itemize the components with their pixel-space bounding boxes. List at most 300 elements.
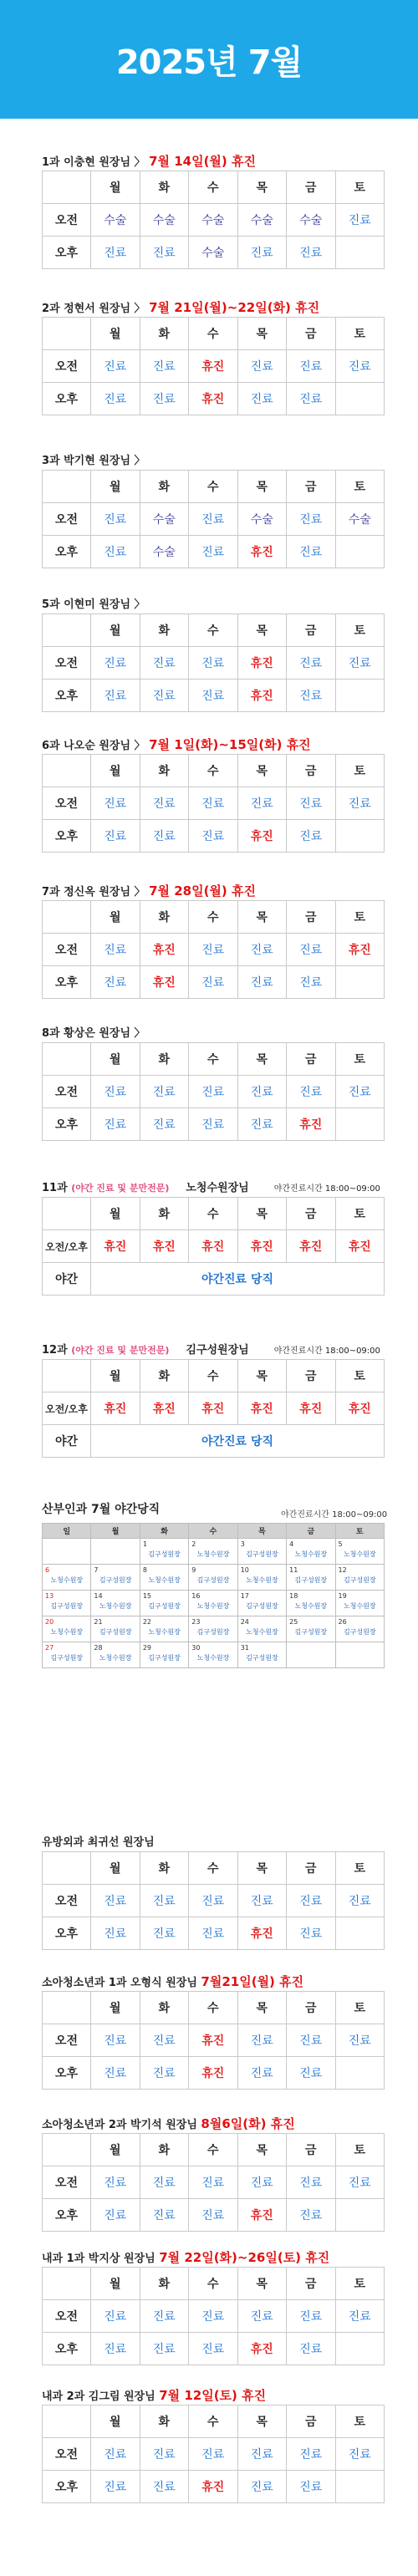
schedule-cell: 진료 bbox=[140, 2438, 189, 2471]
schedule-cell: 진료 bbox=[140, 787, 189, 820]
corner-cell bbox=[43, 1360, 91, 1392]
schedule-cell: 휴진 bbox=[237, 1392, 287, 1425]
day-header: 월 bbox=[91, 1198, 140, 1230]
doctor-name: 소아청소년과 1과 오형식 원장님 bbox=[42, 1977, 197, 1989]
schedule-cell: 진료 bbox=[91, 2438, 140, 2471]
table-row bbox=[43, 1392, 385, 1425]
corner-cell bbox=[43, 2134, 91, 2166]
calendar-day-cell bbox=[335, 1565, 384, 1591]
schedule-cell: 진료 bbox=[91, 503, 140, 536]
day-header: 금 bbox=[287, 171, 336, 204]
table-row bbox=[43, 2471, 385, 2503]
schedule-cell: 휴진 bbox=[335, 1392, 385, 1425]
schedule-cell: 진료 bbox=[287, 1917, 336, 1950]
calendar-day-cell bbox=[287, 1591, 335, 1616]
calendar-week-row bbox=[43, 1616, 385, 1642]
schedule-table bbox=[42, 317, 385, 415]
doctor-name: 1과 이충현 원장님 〉 bbox=[42, 156, 145, 169]
section-title bbox=[42, 2115, 295, 2132]
schedule-cell: 진료 bbox=[237, 1076, 287, 1108]
day-header: 목 bbox=[237, 1992, 287, 2024]
day-number: 19 bbox=[338, 1592, 347, 1600]
schedule-cell: 진료 bbox=[335, 1885, 385, 1917]
schedule-cell: 휴진 bbox=[189, 2057, 238, 2090]
table-row bbox=[43, 647, 385, 680]
day-header: 월 bbox=[91, 755, 140, 787]
period-label: 오전/오후 bbox=[43, 1230, 91, 1263]
section-title bbox=[42, 152, 256, 170]
schedule-cell: 진료 bbox=[91, 966, 140, 999]
day-header: 토 bbox=[335, 471, 385, 503]
table-row bbox=[43, 680, 385, 712]
table-header-row bbox=[43, 1852, 385, 1885]
doctor-name: 유방외과 최귀선 원장님 bbox=[42, 1836, 155, 1849]
table-row bbox=[43, 2057, 385, 2090]
corner-cell bbox=[43, 1198, 91, 1230]
period-label: 오전 bbox=[43, 2300, 91, 2333]
schedule-cell: 진료 bbox=[91, 2300, 140, 2333]
table-row bbox=[43, 2300, 385, 2333]
schedule-cell: 진료 bbox=[91, 647, 140, 680]
schedule-cell: 진료 bbox=[140, 350, 189, 383]
weekday-header: 목 bbox=[237, 1524, 286, 1539]
schedule-table bbox=[42, 1197, 385, 1296]
schedule-cell: 진료 bbox=[237, 1885, 287, 1917]
doctor-name: 2과 정현서 원장님 〉 bbox=[42, 303, 145, 315]
schedule-cell: 휴진 bbox=[237, 2199, 287, 2232]
period-label: 오전 bbox=[43, 787, 91, 820]
calendar-day-cell bbox=[91, 1565, 140, 1591]
day-number: 1 bbox=[142, 1540, 147, 1548]
schedule-cell: 휴진 bbox=[287, 1108, 336, 1141]
schedule-cell: 진료 bbox=[140, 383, 189, 415]
table-row bbox=[43, 2438, 385, 2471]
schedule-cell: 진료 bbox=[335, 350, 385, 383]
section-title bbox=[42, 2248, 329, 2266]
calendar-day-cell bbox=[189, 1616, 237, 1642]
day-header: 토 bbox=[335, 1198, 385, 1230]
schedule-cell: 휴진 bbox=[189, 1230, 238, 1263]
day-number: 13 bbox=[45, 1592, 54, 1600]
day-header: 월 bbox=[91, 1852, 140, 1885]
schedule-cell: 진료 bbox=[237, 966, 287, 999]
day-header: 화 bbox=[140, 1198, 189, 1230]
schedule-cell: 진료 bbox=[140, 2024, 189, 2057]
corner-cell bbox=[43, 1852, 91, 1885]
day-header: 금 bbox=[287, 901, 336, 934]
day-header: 토 bbox=[335, 318, 385, 350]
table-row bbox=[43, 1885, 385, 1917]
schedule-cell: 진료 bbox=[91, 1917, 140, 1950]
schedule-cell: 진료 bbox=[287, 2166, 336, 2199]
calendar-day-cell bbox=[287, 1539, 335, 1565]
schedule-cell: 진료 bbox=[91, 787, 140, 820]
day-header: 월 bbox=[91, 1360, 140, 1392]
schedule-table bbox=[42, 1359, 385, 1458]
schedule-table bbox=[42, 470, 385, 568]
day-number: 5 bbox=[338, 1540, 343, 1548]
table-header-row bbox=[43, 1992, 385, 2024]
duty-doctor: 김구성원장 bbox=[343, 1576, 376, 1584]
section-title bbox=[42, 2386, 266, 2404]
day-header: 화 bbox=[140, 2405, 189, 2438]
day-number: 20 bbox=[45, 1618, 54, 1626]
table-row bbox=[43, 934, 385, 966]
schedule-cell: 진료 bbox=[140, 2333, 189, 2365]
section-title bbox=[42, 1341, 380, 1357]
day-header: 화 bbox=[140, 2268, 189, 2300]
section-title bbox=[42, 298, 319, 316]
table-row bbox=[43, 237, 385, 269]
calendar-day-cell bbox=[335, 1616, 384, 1642]
schedule-cell: 진료 bbox=[287, 503, 336, 536]
duty-doctor: 김구성원장 bbox=[50, 1602, 84, 1610]
schedule-cell: 휴진 bbox=[237, 680, 287, 712]
day-number: 15 bbox=[142, 1592, 152, 1600]
schedule-cell: 진료 bbox=[335, 2024, 385, 2057]
day-header: 금 bbox=[287, 1043, 336, 1076]
schedule-cell: 휴진 bbox=[140, 1230, 189, 1263]
doctor-name: 5과 이현미 원장님 〉 bbox=[42, 598, 145, 611]
day-header: 금 bbox=[287, 614, 336, 647]
day-number: 27 bbox=[45, 1644, 54, 1652]
schedule-cell: 진료 bbox=[91, 680, 140, 712]
duty-doctor: 노청수원장 bbox=[246, 1576, 278, 1584]
day-header: 수 bbox=[189, 2405, 238, 2438]
day-number: 30 bbox=[191, 1644, 201, 1652]
table-row bbox=[43, 1076, 385, 1108]
duty-doctor: 김구성원장 bbox=[246, 1602, 278, 1610]
schedule-cell: 진료 bbox=[287, 237, 336, 269]
closure-notice: 7월 14일(월) 휴진 bbox=[149, 154, 256, 169]
table-row bbox=[43, 536, 385, 568]
schedule-cell: 수술 bbox=[335, 503, 385, 536]
day-number: 7 bbox=[94, 1566, 99, 1574]
schedule-cell: 진료 bbox=[189, 2199, 238, 2232]
schedule-cell: 진료 bbox=[237, 2024, 287, 2057]
day-header: 화 bbox=[140, 1992, 189, 2024]
schedule-cell: 진료 bbox=[91, 1108, 140, 1141]
dept-name: 12과 bbox=[42, 1344, 68, 1357]
schedule-cell: 수술 bbox=[287, 204, 336, 237]
day-number: 9 bbox=[191, 1566, 196, 1574]
period-label: 오전 bbox=[43, 503, 91, 536]
section-title bbox=[42, 1179, 380, 1194]
dept-name: 11과 bbox=[42, 1182, 68, 1194]
schedule-cell: 수술 bbox=[91, 204, 140, 237]
period-label: 오후 bbox=[43, 536, 91, 568]
day-header: 수 bbox=[189, 1992, 238, 2024]
day-header: 목 bbox=[237, 755, 287, 787]
table-header-row bbox=[43, 901, 385, 934]
schedule-cell: 진료 bbox=[189, 2333, 238, 2365]
day-number: 31 bbox=[240, 1644, 249, 1652]
day-header: 금 bbox=[287, 1360, 336, 1392]
schedule-cell: 진료 bbox=[189, 1108, 238, 1141]
calendar-day-cell bbox=[189, 1539, 237, 1565]
calendar-day-cell bbox=[43, 1565, 91, 1591]
schedule-cell bbox=[335, 966, 385, 999]
schedule-cell bbox=[335, 1917, 385, 1950]
schedule-cell: 휴진 bbox=[189, 383, 238, 415]
day-header: 토 bbox=[335, 2405, 385, 2438]
day-header: 금 bbox=[287, 318, 336, 350]
schedule-cell: 진료 bbox=[91, 383, 140, 415]
schedule-cell: 진료 bbox=[189, 503, 238, 536]
day-number: 18 bbox=[289, 1592, 298, 1600]
day-header: 월 bbox=[91, 1043, 140, 1076]
schedule-cell: 진료 bbox=[287, 536, 336, 568]
table-row bbox=[43, 2024, 385, 2057]
table-row bbox=[43, 2199, 385, 2232]
period-label: 오후 bbox=[43, 2333, 91, 2365]
day-header: 목 bbox=[237, 1852, 287, 1885]
period-label: 오후 bbox=[43, 237, 91, 269]
duty-doctor: 김구성원장 bbox=[294, 1576, 328, 1584]
schedule-cell: 진료 bbox=[140, 820, 189, 853]
doctor-name: 8과 황상은 원장님 〉 bbox=[42, 1027, 145, 1040]
weekday-header: 월 bbox=[91, 1524, 140, 1539]
day-header: 화 bbox=[140, 614, 189, 647]
schedule-cell: 진료 bbox=[91, 237, 140, 269]
table-header-row bbox=[43, 171, 385, 204]
day-header: 화 bbox=[140, 318, 189, 350]
schedule-cell: 진료 bbox=[189, 2300, 238, 2333]
schedule-cell: 휴진 bbox=[335, 1230, 385, 1263]
period-label: 오후 bbox=[43, 2057, 91, 2090]
schedule-cell: 진료 bbox=[237, 2300, 287, 2333]
schedule-cell: 진료 bbox=[91, 934, 140, 966]
table-row bbox=[43, 1263, 385, 1296]
duty-doctor: 노청수원장 bbox=[50, 1576, 84, 1584]
schedule-table bbox=[42, 171, 385, 269]
day-number: 14 bbox=[94, 1592, 103, 1600]
schedule-cell: 휴진 bbox=[91, 1392, 140, 1425]
schedule-cell: 진료 bbox=[189, 2166, 238, 2199]
corner-cell bbox=[43, 171, 91, 204]
section-title bbox=[42, 1833, 155, 1849]
day-header: 수 bbox=[189, 901, 238, 934]
schedule-cell: 진료 bbox=[237, 1108, 287, 1141]
calendar-day-cell bbox=[140, 1591, 188, 1616]
schedule-cell: 진료 bbox=[287, 2024, 336, 2057]
day-header: 금 bbox=[287, 471, 336, 503]
table-row bbox=[43, 1917, 385, 1950]
calendar-week-row bbox=[43, 1642, 385, 1668]
period-label: 오전 bbox=[43, 1885, 91, 1917]
schedule-cell: 휴진 bbox=[237, 1230, 287, 1263]
schedule-cell: 휴진 bbox=[189, 2471, 238, 2503]
section-title bbox=[42, 1024, 145, 1040]
day-header: 목 bbox=[237, 471, 287, 503]
schedule-cell: 진료 bbox=[140, 1076, 189, 1108]
day-number: 10 bbox=[240, 1566, 249, 1574]
section-title bbox=[42, 595, 145, 611]
section-title bbox=[42, 882, 256, 899]
duty-doctor: 김구성원장 bbox=[148, 1654, 181, 1662]
day-header: 화 bbox=[140, 171, 189, 204]
table-header-row bbox=[43, 2405, 385, 2438]
table-row bbox=[43, 787, 385, 820]
schedule-cell: 수술 bbox=[237, 204, 287, 237]
schedule-cell: 진료 bbox=[189, 536, 238, 568]
doctor-name: 7과 정신옥 원장님 〉 bbox=[42, 886, 145, 899]
day-header: 수 bbox=[189, 2268, 238, 2300]
schedule-cell: 휴진 bbox=[237, 1917, 287, 1950]
day-header: 목 bbox=[237, 1043, 287, 1076]
period-label: 오전 bbox=[43, 934, 91, 966]
schedule-cell: 진료 bbox=[237, 787, 287, 820]
schedule-cell: 진료 bbox=[140, 237, 189, 269]
schedule-cell: 진료 bbox=[335, 647, 385, 680]
schedule-cell: 진료 bbox=[287, 383, 336, 415]
day-header: 금 bbox=[287, 1992, 336, 2024]
duty-doctor: 김구성원장 bbox=[148, 1602, 181, 1610]
day-header: 금 bbox=[287, 2134, 336, 2166]
schedule-cell: 휴진 bbox=[237, 647, 287, 680]
day-number: 4 bbox=[289, 1540, 294, 1548]
schedule-cell: 수술 bbox=[140, 204, 189, 237]
duty-doctor: 노청수원장 bbox=[196, 1654, 230, 1662]
day-header: 금 bbox=[287, 2405, 336, 2438]
calendar-day-cell bbox=[287, 1642, 335, 1668]
duty-doctor: 김구성원장 bbox=[148, 1550, 181, 1558]
section-title bbox=[42, 1973, 303, 1990]
calendar-day-cell bbox=[335, 1591, 384, 1616]
period-label: 오후 bbox=[43, 966, 91, 999]
day-header: 목 bbox=[237, 2405, 287, 2438]
table-header-row bbox=[43, 1198, 385, 1230]
schedule-cell: 진료 bbox=[189, 647, 238, 680]
section-title bbox=[42, 451, 145, 467]
day-number: 22 bbox=[142, 1618, 152, 1626]
duty-doctor: 김구성원장 bbox=[246, 1550, 278, 1558]
closure-notice: 7월 21일(월)~22일(화) 휴진 bbox=[149, 300, 320, 315]
weekday-header: 금 bbox=[287, 1524, 335, 1539]
duty-doctor: 김구성원장 bbox=[343, 1628, 376, 1636]
schedule-cell: 진료 bbox=[140, 2166, 189, 2199]
day-number: 2 bbox=[191, 1540, 196, 1548]
schedule-cell: 진료 bbox=[189, 1076, 238, 1108]
corner-cell bbox=[43, 471, 91, 503]
day-header: 토 bbox=[335, 1360, 385, 1392]
schedule-cell: 진료 bbox=[287, 820, 336, 853]
calendar-title: 산부인과 7월 야간당직 bbox=[42, 1503, 161, 1516]
schedule-cell: 진료 bbox=[287, 2300, 336, 2333]
day-number: 25 bbox=[289, 1618, 298, 1626]
table-header-row bbox=[43, 471, 385, 503]
schedule-cell: 수술 bbox=[189, 204, 238, 237]
schedule-cell: 휴진 bbox=[335, 934, 385, 966]
calendar-day-cell bbox=[237, 1616, 286, 1642]
schedule-cell bbox=[335, 383, 385, 415]
weekday-header: 일 bbox=[43, 1524, 91, 1539]
table-header-row bbox=[43, 2134, 385, 2166]
duty-doctor: 김구성원장 bbox=[50, 1654, 84, 1662]
schedule-cell: 진료 bbox=[189, 1917, 238, 1950]
day-header: 토 bbox=[335, 1852, 385, 1885]
duty-doctor: 김구성원장 bbox=[246, 1654, 278, 1662]
schedule-cell: 진료 bbox=[287, 966, 336, 999]
schedule-cell: 진료 bbox=[140, 1885, 189, 1917]
weekday-header: 토 bbox=[335, 1524, 384, 1539]
schedule-cell: 진료 bbox=[287, 2333, 336, 2365]
day-header: 월 bbox=[91, 2134, 140, 2166]
calendar-day-cell bbox=[287, 1616, 335, 1642]
day-header: 목 bbox=[237, 318, 287, 350]
calendar-week-row bbox=[43, 1591, 385, 1616]
calendar-table bbox=[42, 1523, 385, 1668]
day-header: 토 bbox=[335, 755, 385, 787]
day-header: 월 bbox=[91, 901, 140, 934]
table-row bbox=[43, 966, 385, 999]
duty-doctor: 노청수원장 bbox=[196, 1550, 230, 1558]
schedule-cell: 진료 bbox=[335, 2300, 385, 2333]
schedule-cell: 진료 bbox=[335, 1076, 385, 1108]
corner-cell bbox=[43, 318, 91, 350]
calendar-week-row bbox=[43, 1539, 385, 1565]
schedule-cell: 진료 bbox=[91, 1076, 140, 1108]
calendar-day-cell bbox=[43, 1591, 91, 1616]
dept-tag: (야간 진료 및 분만전문) bbox=[71, 1183, 170, 1194]
table-header-row bbox=[43, 2268, 385, 2300]
schedule-table bbox=[42, 613, 385, 712]
schedule-cell: 진료 bbox=[140, 647, 189, 680]
schedule-table bbox=[42, 2267, 385, 2365]
calendar-day-cell bbox=[91, 1539, 140, 1565]
schedule-cell: 진료 bbox=[189, 966, 238, 999]
schedule-cell: 진료 bbox=[287, 2438, 336, 2471]
period-label: 오후 bbox=[43, 2471, 91, 2503]
schedule-table bbox=[42, 2133, 385, 2232]
schedule-cell: 진료 bbox=[140, 1917, 189, 1950]
period-label: 오후 bbox=[43, 2199, 91, 2232]
calendar-day-cell bbox=[237, 1539, 286, 1565]
schedule-cell bbox=[335, 1108, 385, 1141]
calendar-header-row bbox=[43, 1524, 385, 1539]
period-label: 오전 bbox=[43, 2024, 91, 2057]
calendar-day-cell bbox=[189, 1642, 237, 1668]
closure-notice: 7월 22일(화)~26일(토) 휴진 bbox=[159, 2250, 330, 2265]
period-label: 오전/오후 bbox=[43, 1392, 91, 1425]
day-header: 화 bbox=[140, 1852, 189, 1885]
schedule-cell: 수술 bbox=[237, 503, 287, 536]
schedule-cell bbox=[335, 2057, 385, 2090]
day-header: 월 bbox=[91, 2268, 140, 2300]
corner-cell bbox=[43, 1043, 91, 1076]
schedule-cell: 휴진 bbox=[91, 1230, 140, 1263]
period-label: 오전 bbox=[43, 647, 91, 680]
day-header: 토 bbox=[335, 2268, 385, 2300]
schedule-cell: 진료 bbox=[335, 2166, 385, 2199]
section-title bbox=[42, 736, 311, 753]
closure-notice: 8월6일(화) 휴진 bbox=[201, 2116, 295, 2131]
day-header: 월 bbox=[91, 171, 140, 204]
schedule-cell: 진료 bbox=[335, 2438, 385, 2471]
schedule-cell bbox=[335, 2471, 385, 2503]
schedule-cell: 휴진 bbox=[287, 1230, 336, 1263]
day-header: 월 bbox=[91, 471, 140, 503]
closure-notice: 7월21일(월) 휴진 bbox=[201, 1974, 304, 1989]
schedule-cell: 휴진 bbox=[140, 966, 189, 999]
day-header: 수 bbox=[189, 2134, 238, 2166]
duty-doctor: 김구성원장 bbox=[196, 1576, 230, 1584]
closure-notice: 7월 12일(토) 휴진 bbox=[159, 2388, 267, 2403]
day-number: 12 bbox=[338, 1566, 347, 1574]
schedule-cell bbox=[335, 2333, 385, 2365]
closure-notice: 7월 1일(화)~15일(화) 휴진 bbox=[149, 737, 311, 752]
day-number: 28 bbox=[94, 1644, 103, 1652]
